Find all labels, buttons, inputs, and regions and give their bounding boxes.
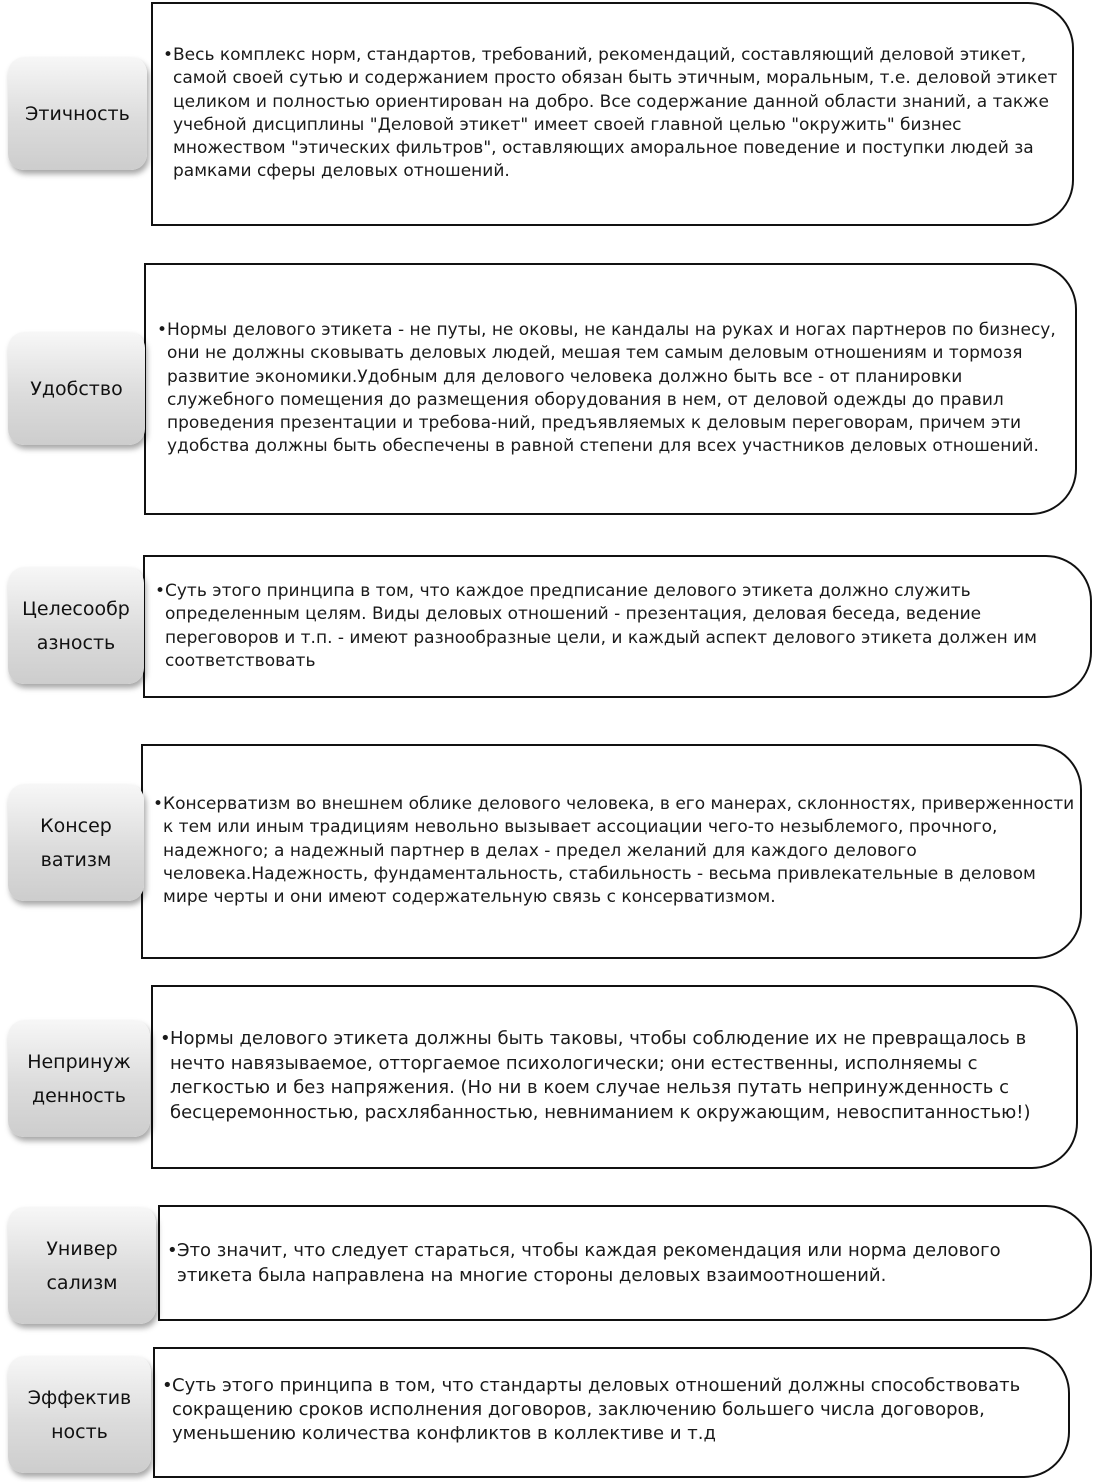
description-line: к тем или иным традициям невольно вызывает ассоциации чего-то незыблемого, прочного, [163, 817, 998, 838]
principle-label-line: Удобство [30, 377, 123, 400]
description-line: рамками сферы деловых отношений. [173, 161, 510, 182]
description-line: соответствовать [165, 650, 316, 671]
bullet-icon: • [153, 794, 164, 814]
description-line: нечто навязываемое, отторгаемое психологически; они естественны, исполняемы с [170, 1052, 978, 1074]
description-line: бесцеремонностью, расхлябанностью, невниманием к окружающим, невоспитанностью!) [170, 1101, 1031, 1123]
description-line: мире черты и они имеют содержательную связь с консерватизмом. [163, 887, 776, 908]
description-line: удобства должны быть обеспечены в равной степени для всех участников деловых отношений. [167, 436, 1039, 457]
principle-label-line: Целесообр [22, 597, 130, 620]
principle-label-ease [8, 1020, 150, 1137]
description-line: они не должны сковывать деловых людей, мешая тем самым деловым отношениям и тормозя [167, 343, 1023, 364]
bullet-icon: • [160, 1028, 171, 1049]
description-line: этикета была направлена на многие стороны деловых взаимоотношений. [177, 1265, 887, 1286]
principle-label-efficiency [8, 1356, 151, 1473]
principle-label-universalism [8, 1207, 156, 1324]
principle-label-ethics [8, 57, 147, 170]
principle-label-line: сализм [46, 1271, 118, 1294]
principle-label-conservatism [8, 784, 144, 901]
description-line: уменьшению количества конфликтов в коллективе и т.д [172, 1423, 716, 1444]
principle-label-line: ватизм [40, 848, 112, 871]
description-line: целиком и полностью ориентирован на добро. Все содержание данной области знаний, а также [173, 91, 1049, 112]
description-text-universalism [167, 1238, 1001, 1288]
description-line: •Консерватизм во внешнем облике делового человека, в его манерах, склонностях, приверженности [153, 793, 1074, 816]
principle-label-line: ность [51, 1420, 108, 1443]
description-text-expediency [155, 580, 1037, 673]
bullet-icon: • [167, 1240, 178, 1261]
description-line: •Суть этого принципа в том, что каждое предписание делового этикета должно служить [155, 580, 1037, 603]
description-text-efficiency [162, 1374, 1020, 1446]
description-line: учебной дисциплины "Деловой этикет" имеет своей главной целью "окружить" бизнес [173, 114, 962, 135]
bullet-icon: • [155, 581, 166, 601]
principle-label-line: Непринуж [27, 1050, 131, 1073]
description-line: •Нормы делового этикета - не путы, не оковы, не кандалы на руках и ногах партнеров по бизнесу, [157, 319, 1056, 342]
description-line: переговоров и т.п. - имеют разнообразные цели, и каждый аспект делового этикета должен им [165, 627, 1037, 648]
bullet-icon: • [157, 320, 168, 340]
description-line: определенным целям. Виды деловых отношений - презентация, деловая беседа, ведение [165, 604, 982, 625]
description-line: •Весь комплекс норм, стандартов, требований, рекомендаций, составляющий деловой этикет, [163, 44, 1057, 67]
principle-label-convenience [8, 332, 145, 445]
principle-label-line: Этичность [25, 102, 130, 125]
principle-label-expediency [8, 567, 144, 684]
description-line: человека.Надежность, фундаментальность, стабильность - весьма привлекательные в деловом [163, 863, 1036, 884]
description-text-convenience [157, 319, 1056, 459]
principle-label-line: азность [36, 631, 116, 654]
description-line: проведения презентации и требова-ний, предъявляемых к деловым переговорам, причем эти [167, 413, 1022, 434]
principle-label-line: Эффектив [27, 1386, 132, 1409]
bullet-icon: • [163, 45, 174, 65]
description-line: легкостью и без напряжения. (Но ни в коем случае нельзя путать непринужденность с [170, 1077, 1009, 1098]
description-line: •Нормы делового этикета должны быть таковы, чтобы соблюдение их не превращалось в [160, 1027, 1031, 1052]
description-line: •Это значит, что следует стараться, чтобы каждая рекомендация или норма делового [167, 1240, 1001, 1261]
description-line: самой своей сутью и содержанием просто обязан быть этичным, моральным, т.е. деловой этикет [173, 68, 1058, 89]
description-line: •Суть этого принципа в том, что стандарты деловых отношений должны способствовать [162, 1375, 1021, 1396]
description-line: служебного помещения до размещения оборудования в нем, от деловой одежды до правил [167, 389, 1004, 410]
description-text-conservatism [153, 793, 1074, 909]
description-line: сокращению сроков исполнения договоров, заключению большего числа договоров, [172, 1399, 985, 1420]
principle-label-line: Универ [46, 1237, 118, 1260]
bullet-icon: • [162, 1375, 173, 1396]
principle-label-line: Консер [40, 814, 112, 837]
description-line: множеством "этических фильтров", оставляющих аморальное поведение и поступки людей за [173, 138, 1034, 159]
description-text-ease [160, 1027, 1031, 1125]
description-text-ethics [163, 44, 1057, 184]
description-line: развитие экономики.Удобным для делового человека должно быть все - от планировки [167, 366, 963, 387]
description-line: надежного; а надежный партнер в делах - предел желаний для каждого делового [163, 840, 917, 861]
principle-label-line: денность [31, 1084, 126, 1107]
